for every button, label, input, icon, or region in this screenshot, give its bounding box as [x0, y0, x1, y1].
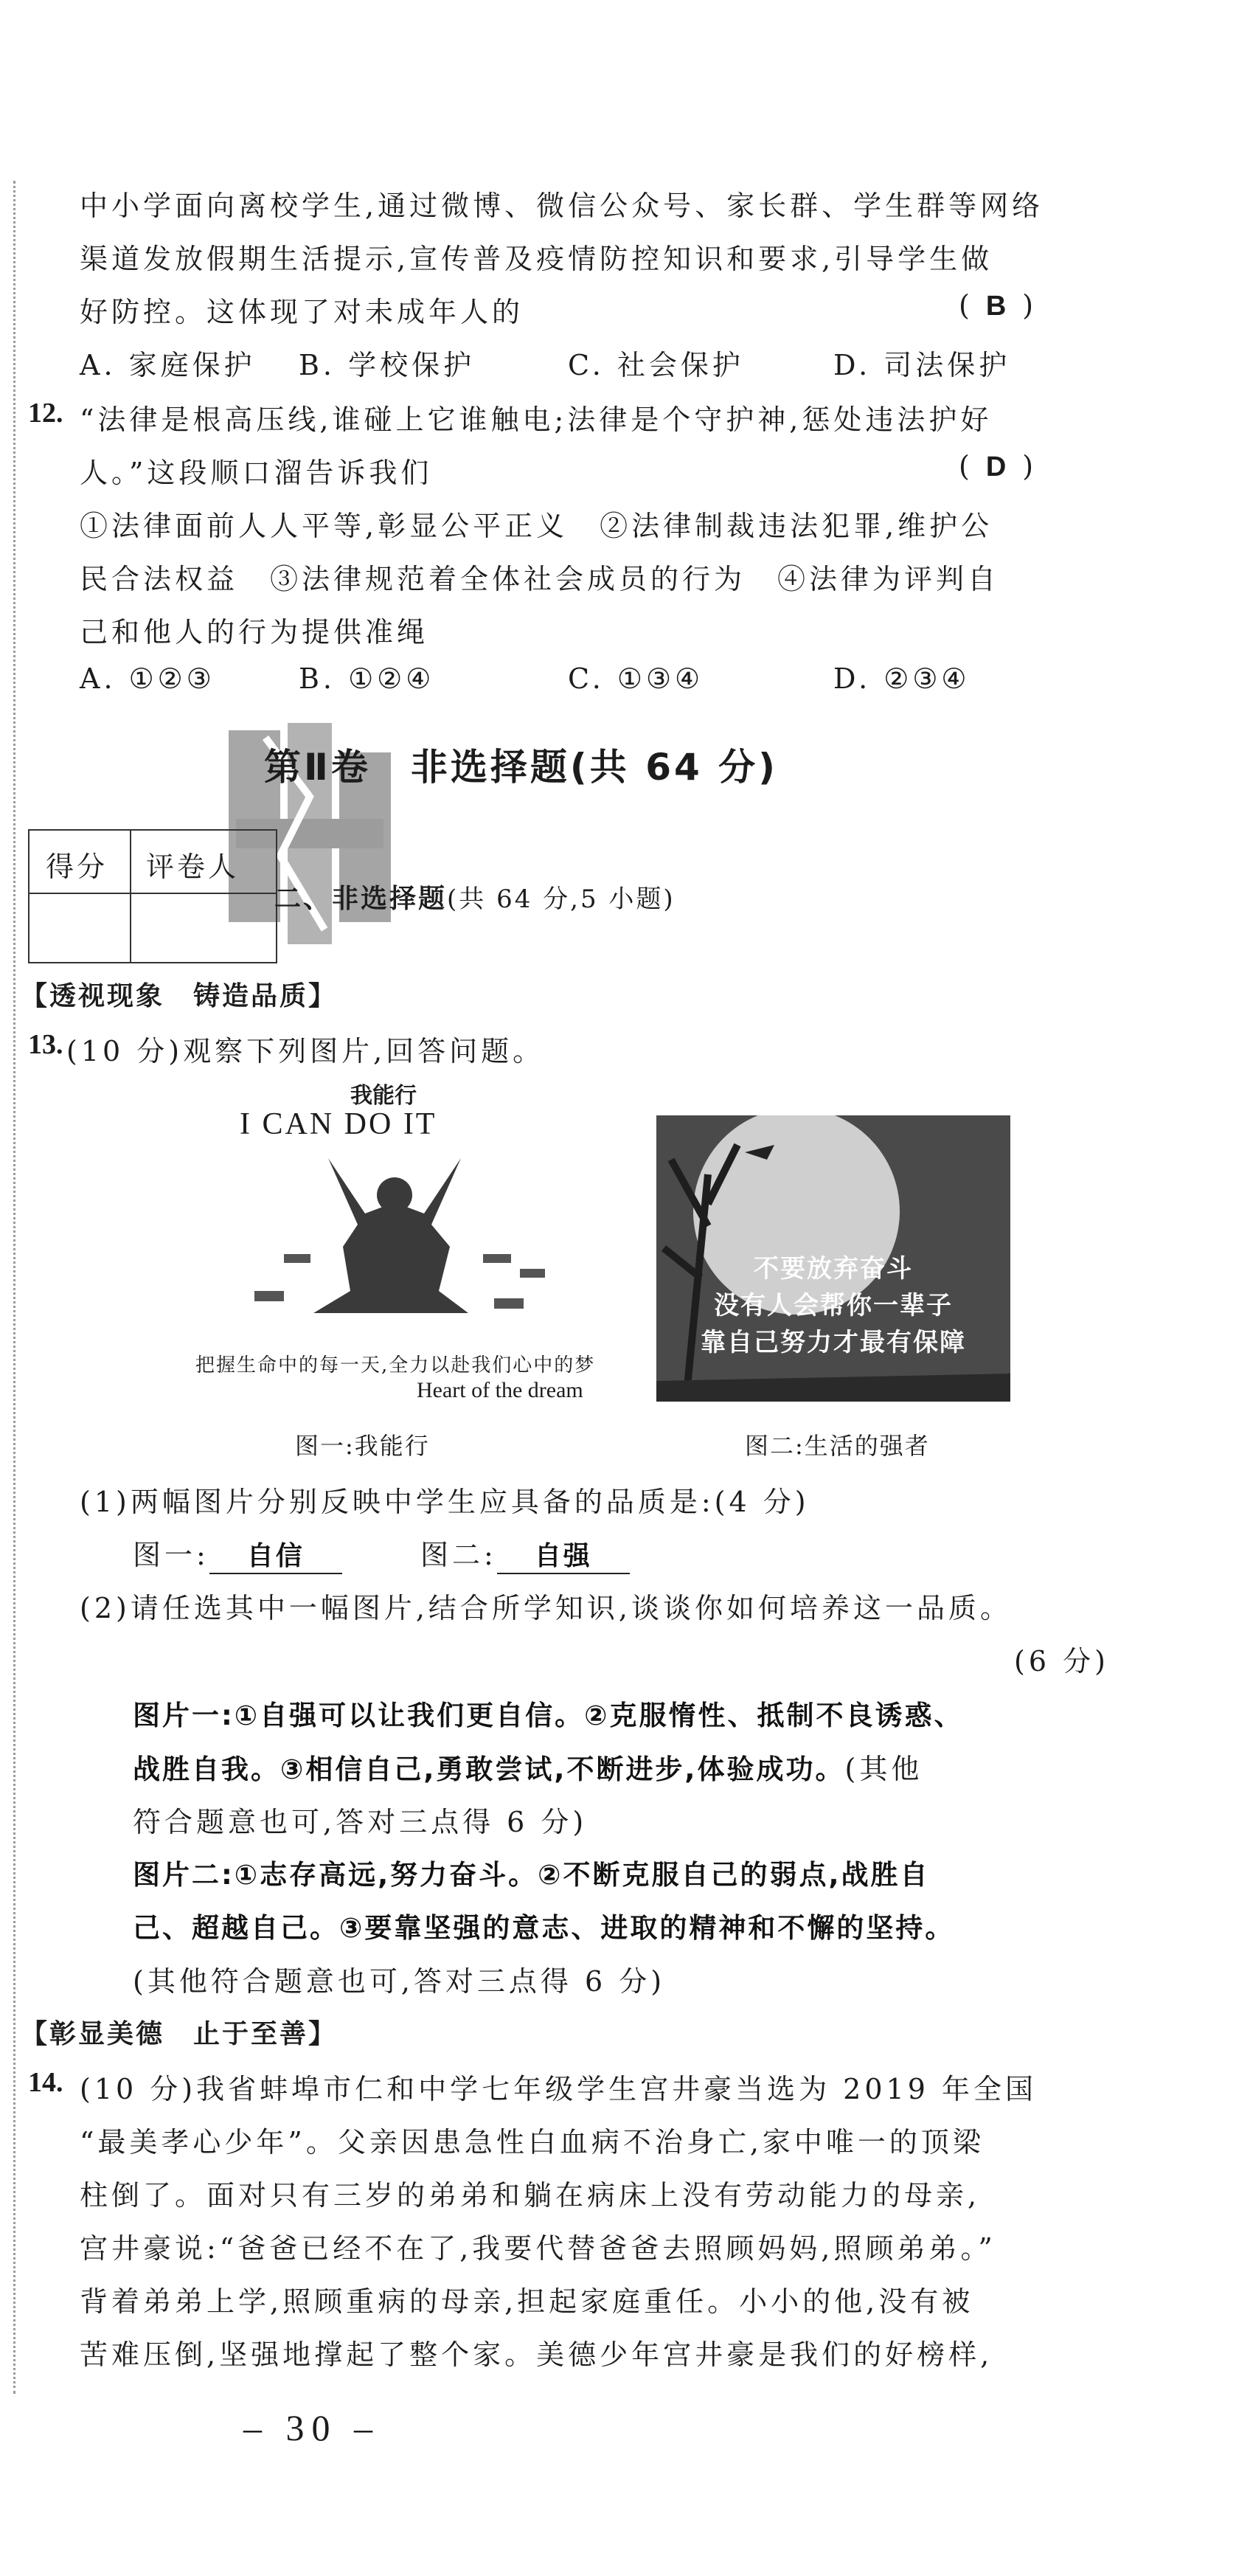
- q12-answer-paren: ( D ): [959, 450, 1034, 482]
- section-subtitle: [274, 878, 676, 915]
- q12-statement-1: ①法律面前人人平等,彰显公平正义 ②法律制裁违法犯罪,维护公: [80, 510, 993, 542]
- grader-header-cell: [131, 831, 276, 894]
- q12-option-d: D. ②③④: [833, 662, 971, 695]
- q11-answer-paren: ( B ): [959, 289, 1034, 322]
- q11-line-2: 渠道发放假期生活提示,宣传普及疫情防控知识和要求,引导学生做: [80, 243, 993, 275]
- q14-line-3: 柱倒了。面对只有三岁的弟弟和躺在病床上没有劳动能力的母亲,: [80, 2179, 981, 2212]
- score-table: [28, 829, 277, 963]
- score-header-cell: [29, 831, 131, 894]
- q12-option-b: B. ①②④: [299, 662, 435, 695]
- q12-number: 12.: [28, 398, 63, 429]
- fig1-title-en: I CAN DO IT: [240, 1107, 437, 1141]
- q11-option-a: A. 家庭保护: [80, 349, 256, 381]
- q13-fig1-prefix: 图一:: [133, 1539, 209, 1571]
- block-heading-2: 【彰显美德 止于至善】: [21, 2019, 338, 2049]
- q13-sub2: (2)请任选其中一幅图片,结合所学知识,谈谈你如何培养这一品质。: [80, 1592, 1012, 1624]
- q12-option-a: A. ①②③: [80, 662, 215, 695]
- score-input-cell[interactable]: [29, 894, 131, 962]
- q13-fig2-answer-row: [420, 1532, 630, 1574]
- q13-answer-1-text: 战胜自我。③相信自己,勇敢尝试,不断进步,体验成功。: [133, 1753, 845, 1785]
- q13-number: 13.: [28, 1029, 63, 1060]
- q13-answer-1-line-1: 图片一:①自强可以让我们更自信。②克服惰性、抵制不良诱惑、: [133, 1700, 964, 1731]
- block-heading-1: 【透视现象 铸造品质】: [21, 981, 338, 1011]
- q13-answer-1-line-2: [133, 1746, 923, 1787]
- fig1-title-cn: 我能行: [350, 1083, 417, 1109]
- q13-fig1-answer-row: [133, 1532, 342, 1574]
- q11-line-1: 中小学面向离校学生,通过微博、微信公众号、家长群、学生群等网络: [80, 190, 1044, 222]
- q12-answer: D: [985, 451, 1007, 482]
- q13-answer-1-note: (其他: [844, 1753, 923, 1785]
- section-subtitle-bold: 二、非选择题: [274, 884, 448, 914]
- q14-line-1: (10 分)我省蚌埠市仁和中学七年级学生宫井豪当选为 2019 年全国: [80, 2073, 1037, 2105]
- fig2-label: 图二:生活的强者: [745, 1432, 930, 1460]
- q13-answer-2-line-1: 图片二:①志存高远,努力奋斗。②不断克服自己的弱点,战胜自: [133, 1859, 930, 1891]
- page-number: – 30 –: [243, 2407, 380, 2448]
- grader-label: 评卷人: [146, 851, 240, 883]
- fig1-caption-cn: 把握生命中的每一天,全力以赴我们心中的梦: [195, 1354, 596, 1377]
- q11-option-b: B. 学校保护: [299, 349, 476, 381]
- q11-answer: B: [985, 291, 1007, 322]
- q13-answer-2-note: (其他符合题意也可,答对三点得 6 分): [133, 1965, 666, 1998]
- q13-fig1-answer[interactable]: 自信: [209, 1535, 342, 1574]
- q14-line-4: 宫井豪说:“爸爸已经不在了,我要代替爸爸去照顾妈妈,照顾弟弟。”: [80, 2232, 996, 2265]
- score-label: 得分: [46, 851, 108, 883]
- q13-stem: (10 分)观察下列图片,回答问题。: [66, 1035, 545, 1067]
- fig2-line-2: 没有人会帮你一辈子: [714, 1291, 953, 1320]
- q13-sub2-points: (6 分): [1014, 1645, 1109, 1677]
- fig1-label: 图一:我能行: [295, 1432, 430, 1460]
- cheering-person-illustration: [240, 1143, 579, 1328]
- q12-statement-2: 民合法权益 ③法律规范着全体社会成员的行为 ④法律为评判自: [80, 563, 1000, 595]
- q13-answer-2-line-2: 己、超越自己。③要靠坚强的意志、进取的精神和不懈的坚持。: [133, 1912, 955, 1944]
- section-title: 第Ⅱ卷 非选择题(共 64 分): [264, 746, 779, 789]
- q13-fig2-prefix: 图二:: [420, 1539, 497, 1571]
- q14-line-2: “最美孝心少年”。父亲因患急性白血病不治身亡,家中唯一的顶梁: [80, 2126, 985, 2158]
- q14-number: 14.: [28, 2067, 63, 2098]
- q12-statement-3: 己和他人的行为提供准绳: [80, 616, 429, 648]
- figure-2-strong-in-life: [656, 1115, 1010, 1402]
- q14-line-5: 背着弟弟上学,照顾重病的母亲,担起家庭重任。小小的他,没有被: [80, 2285, 974, 2318]
- q13-answer-1-note-2: 符合题意也可,答对三点得 6 分): [133, 1806, 588, 1838]
- q13-sub1: (1)两幅图片分别反映中学生应具备的品质是:(4 分): [80, 1486, 810, 1518]
- q11-option-d: D. 司法保护: [833, 349, 1011, 381]
- q12-line-2: 人。”这段顺口溜告诉我们: [80, 457, 433, 489]
- q11-line-3: 好防控。这体现了对未成年人的: [80, 296, 524, 328]
- q13-fig2-answer[interactable]: 自强: [497, 1535, 630, 1574]
- fig1-caption-en: Heart of the dream: [417, 1378, 583, 1402]
- q11-option-c: C. 社会保护: [568, 349, 744, 381]
- section-subtitle-detail: (共 64 分,5 小题): [447, 884, 676, 914]
- figure-1-i-can-do-it: [195, 1077, 623, 1409]
- q14-line-6: 苦难压倒,坚强地撑起了整个家。美德少年宫井豪是我们的好榜样,: [80, 2338, 993, 2371]
- q12-line-1: “法律是根高压线,谁碰上它谁触电;法律是个守护神,惩处违法护好: [80, 404, 993, 436]
- binding-margin-line: [13, 181, 15, 2394]
- q12-option-c: C. ①③④: [568, 662, 704, 695]
- fig2-line-3: 靠自己努力才最有保障: [701, 1328, 966, 1357]
- fig2-line-1: 不要放弃奋斗: [754, 1254, 913, 1284]
